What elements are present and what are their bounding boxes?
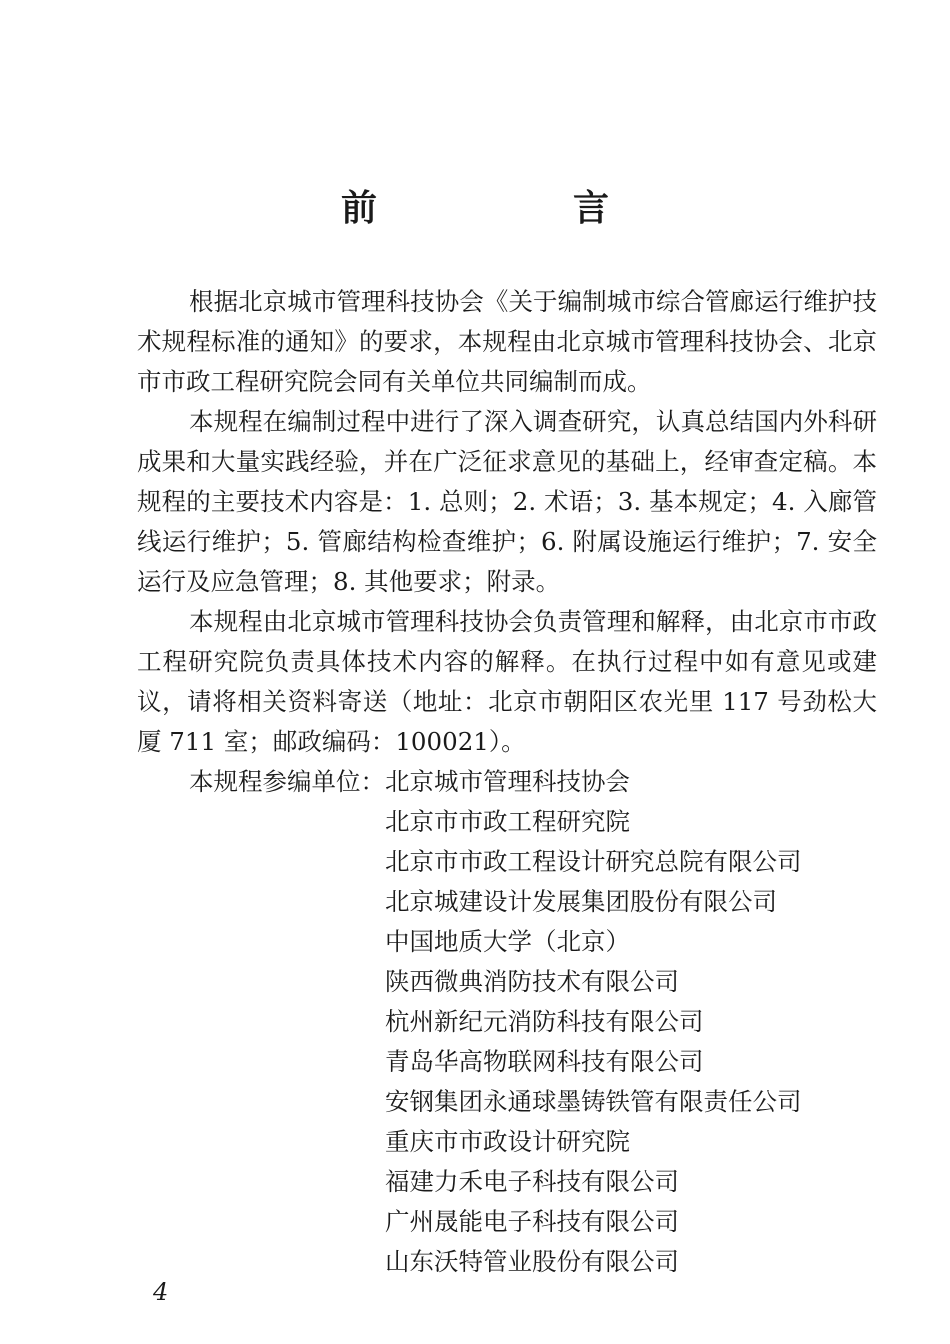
participating-units-label: 本规程参编单位： <box>189 767 385 796</box>
list-item: 杭州新纪元消防科技有限公司 <box>385 1007 704 1036</box>
preface-body <box>137 282 877 1282</box>
paragraph-basis: 根据北京城市管理科技协会《关于编制城市综合管廊运行维护技术规程标准的通知》的要求，本规程由北京城市管理科技协会、北京市市政工程研究院会同有关单位共同编制而成。 <box>137 287 877 396</box>
list-item: 青岛华高物联网科技有限公司 <box>385 1047 704 1076</box>
list-item: 安钢集团永通球墨铸铁管有限责任公司 <box>385 1087 802 1116</box>
page-title: 前 言 <box>340 187 689 229</box>
list-item: 北京城建设计发展集团股份有限公司 <box>385 887 777 916</box>
list-item: 福建力禾电子科技有限公司 <box>385 1167 679 1196</box>
list-item: 北京市市政工程设计研究总院有限公司 <box>385 847 802 876</box>
page-number: 4 <box>153 1278 169 1306</box>
list-item: 北京市市政工程研究院 <box>385 807 630 836</box>
participating-units-list <box>385 762 877 1282</box>
list-item: 中国地质大学（北京） <box>385 927 630 956</box>
list-item: 陕西微典消防技术有限公司 <box>385 967 679 996</box>
paragraph-management: 本规程由北京城市管理科技协会负责管理和解释，由北京市市政工程研究院负责具体技术内容的解释。在执行过程中如有意见或建议，请将相关资料寄送（地址：北京市朝阳区农光里 117 号劲松大厦 711 室；邮政编码：100021）。 <box>137 607 877 756</box>
list-item: 山东沃特管业股份有限公司 <box>385 1247 679 1276</box>
list-item: 北京城市管理科技协会 <box>385 767 630 796</box>
paragraph-content: 本规程在编制过程中进行了深入调查研究，认真总结国内外科研成果和大量实践经验，并在广泛征求意见的基础上，经审查定稿。本规程的主要技术内容是：1. 总则；2. 术语；3. 基本规定；4. 入廊管线运行维护；5. 管廊结构检查维护；6. 附属设施运行维护；7. 安全运行及应急管理；8. 其他要求；附录。 <box>137 407 877 596</box>
list-item: 重庆市市政设计研究院 <box>385 1127 630 1156</box>
list-item: 广州晟能电子科技有限公司 <box>385 1207 679 1236</box>
participating-units <box>137 762 877 1282</box>
